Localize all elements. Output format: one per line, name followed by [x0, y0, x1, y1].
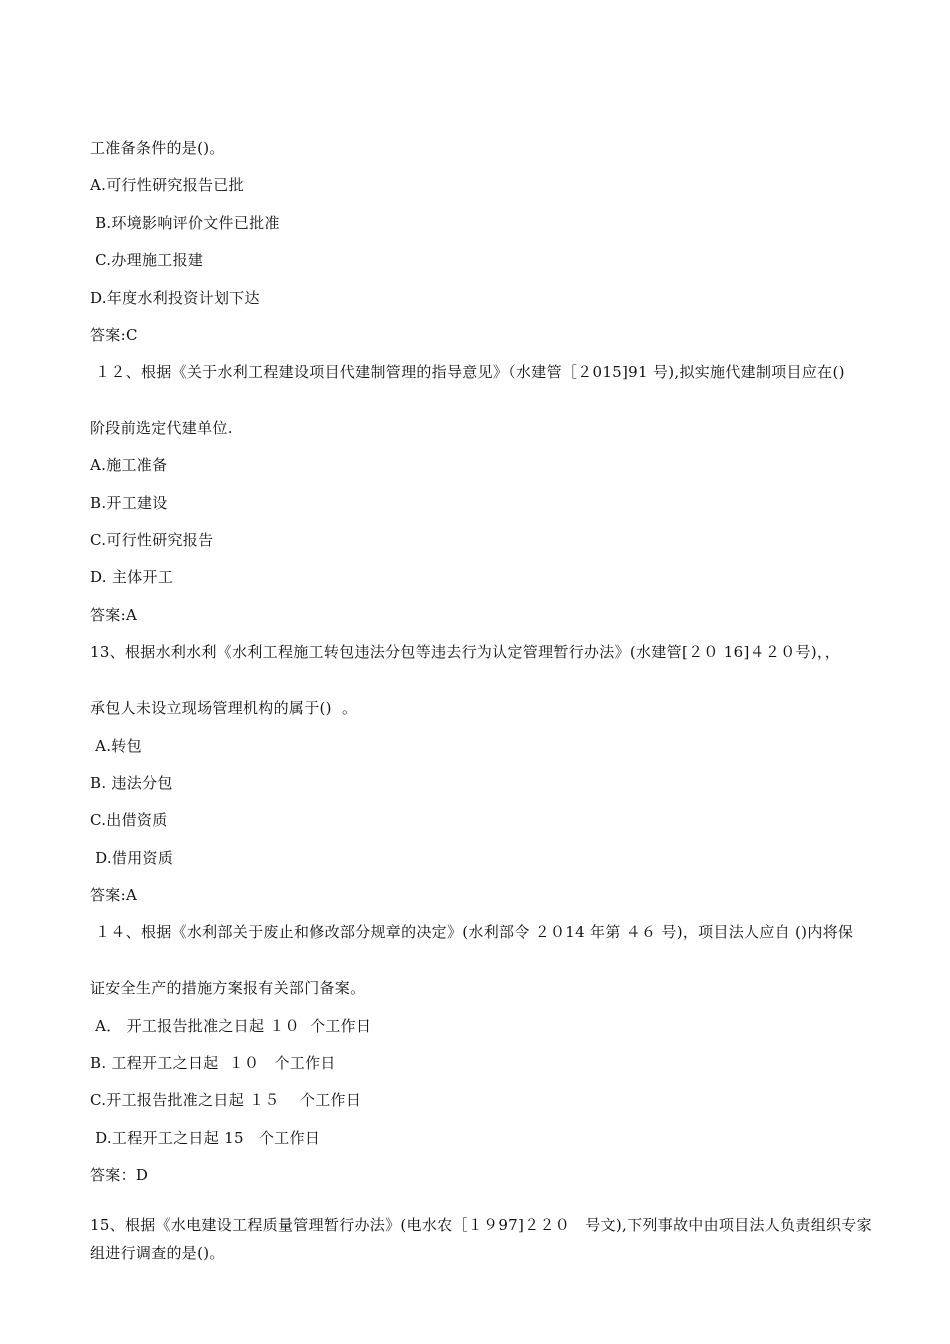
option-b: B. 工程开工之日起 １０ 个工作日 [90, 1054, 336, 1072]
option-a: A.转包 [90, 737, 142, 755]
option-b: B.环境影响评价文件已批准 [90, 214, 280, 232]
question-13-stem: 13、根据水利水利《水利工程施工转包违法分包等违去行为认定管理暂行办法》(水建管[２０ 16]４２０号)，， [90, 643, 841, 661]
option-a: A． 开工报告批准之日起 １０ 个工作日 [90, 1017, 372, 1035]
question-14-stem: １４、根据《水利部关于废止和修改部分规章的决定》(水利部令 ２０14 年第 ４６ 号)，项目法人应自 ()内将保 [90, 923, 854, 941]
option-c: C.办理施工报建 [90, 251, 204, 269]
question-13-stem-continued: 承包人未设立现场管理机构的属于() 。 [90, 699, 358, 717]
option-c: C.可行性研究报告 [90, 531, 214, 549]
option-b: B.开工建设 [90, 494, 168, 512]
option-a: A.可行性研究报告已批 [90, 176, 244, 194]
option-b: B. 违法分包 [90, 774, 173, 792]
option-d: D.工程开工之日起 15 个工作日 [90, 1129, 321, 1147]
option-a: A.施工准备 [90, 456, 168, 474]
option-c: C.出借资质 [90, 811, 168, 829]
option-d: D.借用资质 [90, 849, 174, 867]
question-14-stem-continued: 证安全生产的措施方案报有关部门备案。 [90, 979, 366, 997]
question-11-stem-continued: 工准备条件的是()。 [90, 139, 225, 157]
option-d: D. 主体开工 [90, 568, 174, 586]
option-c: C.开工报告批准之日起 １５ 个工作日 [90, 1091, 362, 1109]
answer: 答案:A [90, 886, 138, 904]
question-15-stem: 15、根据《水电建设工程质量管理暂行办法》(电水农［１９97]２２０ 号文),下列事故中由项目法人负责组织专家组进行调查的是()。 [90, 1216, 872, 1262]
answer: 答案:C [90, 326, 138, 344]
question-12-stem: １２、根据《关于水利工程建设项目代建制管理的指导意见》（水建管［２015]91 号),拟实施代建制项目应在() [90, 363, 845, 381]
option-d: D.年度水利投资计划下达 [90, 289, 260, 307]
answer: 答案：D [90, 1166, 149, 1184]
answer: 答案:A [90, 606, 138, 624]
question-12-stem-continued: 阶段前选定代建单位. [90, 419, 233, 437]
